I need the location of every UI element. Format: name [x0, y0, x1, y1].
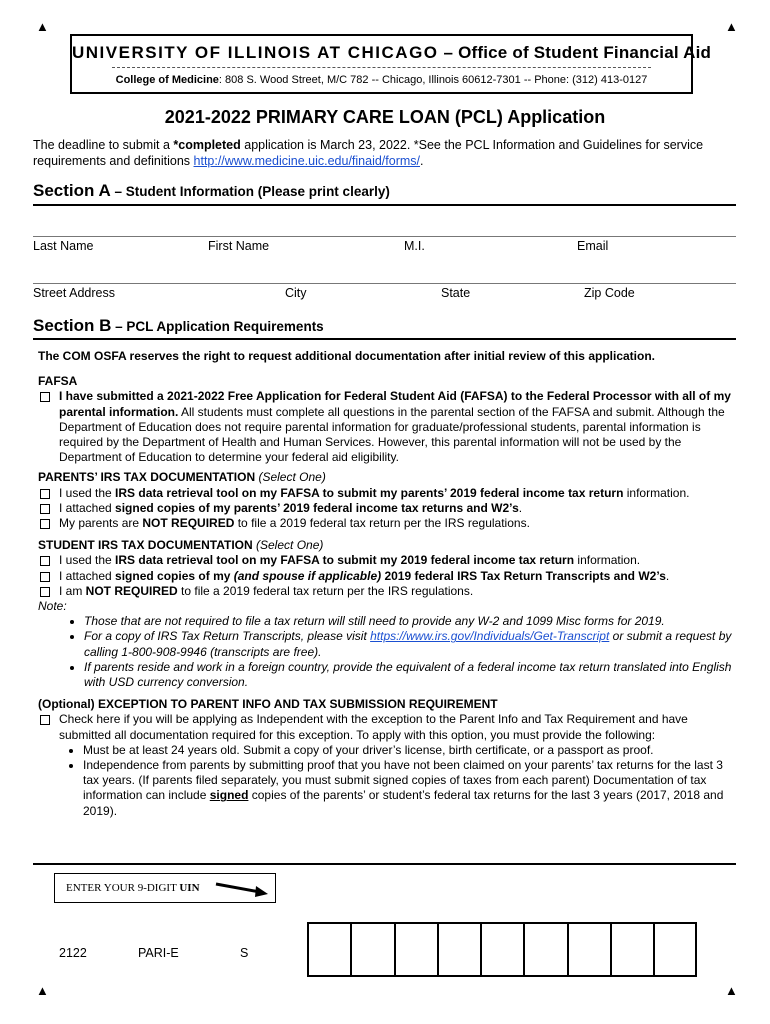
- student-option-2[interactable]: [38, 569, 738, 584]
- last-name-label: Last Name: [33, 239, 94, 253]
- student-opt2-a: I attached: [59, 568, 116, 583]
- intro-text-3: .: [420, 154, 424, 168]
- student-opt1-c: information.: [574, 553, 641, 568]
- section-b-letter: Section B: [33, 316, 112, 335]
- intro-text-1: The deadline to submit a: [33, 138, 174, 152]
- exception-text: Check here if you will be applying as Independent with the exception to the Parent Info and Tax Requirement and have submitted all documentation required for this exception. To apply with this option, you must provide the following:: [59, 712, 688, 742]
- parents-select-one: (Select One): [255, 470, 326, 485]
- row1-top-rule: [33, 236, 736, 237]
- student-opt2-b2: 2019 federal IRS Tax Return Transcripts and W2’s: [381, 568, 666, 583]
- fafsa-details: All students must complete all questions in the parental section of the FAFSA and submit. Although the Department of Education does not require parental information for graduate/professional students, parental information is required by the Department of Health and Human Services. However, this parental information will not be used by the Department of Education to determine your federal aid eligibility.: [59, 404, 725, 465]
- fafsa-checkbox[interactable]: [40, 392, 50, 402]
- row2-top-rule: [33, 283, 736, 284]
- letterhead-address: [72, 74, 691, 86]
- street-address-label: Street Address: [33, 286, 115, 300]
- forms-link[interactable]: http://www.medicine.uic.edu/finaid/forms/: [193, 154, 421, 168]
- letterhead-title: [72, 43, 712, 63]
- parents-option-1[interactable]: [38, 486, 738, 501]
- note-item-2-a: For a copy of IRS Tax Return Transcripts, please visit: [84, 629, 371, 644]
- student-opt2-c: .: [665, 568, 670, 583]
- parents-tax-heading: [38, 470, 738, 485]
- corner-mark-bottom-right: ▲: [725, 983, 738, 998]
- intro-text-2: application is March 23, 2022. *See the PCL Information and Guidelines for service requirements and definitions: [33, 138, 704, 168]
- exception-bullet-2-a: Independence from parents by submitting proof that you have not been claimed on your parents’ tax returns for the last 3 tax years. (If parents filed separately, you must submit signed copies of taxes from each parent) Documentation of tax information can include: [83, 758, 723, 803]
- fafsa-heading: FAFSA: [38, 374, 78, 389]
- uin-label-text: ENTER YOUR 9-DIGIT: [66, 882, 180, 894]
- parents-option-2-checkbox[interactable]: [40, 504, 50, 514]
- intro-completed: *completed: [173, 138, 241, 152]
- parents-option-3[interactable]: [38, 516, 738, 531]
- student-option-1-checkbox[interactable]: [40, 556, 50, 566]
- parents-opt1-c: information.: [623, 485, 690, 500]
- fafsa-text: [59, 389, 738, 465]
- student-opt2-b: signed copies of my: [115, 568, 234, 583]
- student-opt3-a: I am: [59, 583, 86, 598]
- parents-opt3-b: NOT REQUIRED: [142, 516, 235, 531]
- note-item-1: • Those that are not required to file a tax return will still need to provide any W-2 and 1099 Misc forms for 2019.: [84, 614, 738, 629]
- exception-checkbox[interactable]: [40, 715, 50, 725]
- exception-heading: (Optional) EXCEPTION TO PARENT INFO AND TAX SUBMISSION REQUIREMENT: [38, 697, 498, 712]
- parents-opt2-b: signed copies of my parents’ 2019 federal income tax returns and W2’s: [115, 500, 519, 515]
- exception-checkbox-row[interactable]: [38, 712, 738, 742]
- first-name-label: First Name: [208, 239, 270, 253]
- parents-option-3-checkbox[interactable]: [40, 519, 50, 529]
- note-item-2: [84, 629, 738, 659]
- student-option-3[interactable]: [38, 584, 738, 599]
- reserve-statement: The COM OSFA reserves the right to request additional documentation after initial review of this application.: [38, 349, 655, 363]
- middle-initial-label: M.I.: [404, 239, 425, 253]
- student-opt3-c: to file a 2019 federal tax return per the IRS regulations.: [177, 583, 474, 598]
- letterhead-box: [70, 34, 712, 94]
- letterhead-dash: –: [438, 43, 459, 62]
- note-list: [38, 614, 738, 690]
- uin-label-bold: UIN: [179, 882, 200, 894]
- letterhead-dashed-rule: [112, 67, 651, 68]
- section-b-heading: [33, 316, 324, 336]
- exception-bullet-2-b: copies of the parents’ or student’s federal tax returns for the last 3 years (2017, 2018 and 2019).: [83, 788, 724, 818]
- uin-digit-cell[interactable]: [653, 922, 696, 977]
- fafsa-checkbox-row[interactable]: [38, 389, 738, 465]
- student-tax-title: STUDENT IRS TAX DOCUMENTATION: [38, 538, 253, 553]
- student-option-3-checkbox[interactable]: [40, 587, 50, 597]
- corner-mark-bottom-left: ▲: [36, 983, 49, 998]
- section-b-body: [38, 349, 738, 819]
- note-item-2-b: or submit a request by calling 1-800-908-9946 (transcripts are free).: [84, 629, 732, 659]
- parents-opt3-a: My parents are: [59, 516, 143, 531]
- footer-rule: [33, 863, 736, 865]
- uin-digit-cell[interactable]: [437, 922, 480, 977]
- student-opt3-b: NOT REQUIRED: [85, 583, 178, 598]
- parents-opt2-c: .: [518, 500, 523, 515]
- uin-entry-grid[interactable]: [307, 922, 697, 977]
- student-opt2-spouse: (and spouse if applicable): [233, 568, 382, 583]
- student-option-1[interactable]: [38, 553, 738, 568]
- parents-option-2[interactable]: [38, 501, 738, 516]
- parents-opt1-a: I used the: [59, 485, 116, 500]
- city-label: City: [285, 286, 307, 300]
- arrow-right-icon: [214, 880, 270, 898]
- section-a-rule: [33, 204, 736, 206]
- exception-signed: signed: [209, 788, 249, 803]
- section-b-title: – PCL Application Requirements: [111, 319, 324, 334]
- address-line: : 808 S. Wood Street, M/C 782 -- Chicago, Illinois 60612-7301 -- Phone: (312) 413-0127: [218, 74, 648, 86]
- uin-digit-cell[interactable]: [567, 922, 610, 977]
- section-b-rule: [33, 338, 736, 340]
- form-title: 2021-2022 PRIMARY CARE LOAN (PCL) Application: [164, 107, 606, 127]
- section-a-letter: Section A: [33, 181, 111, 200]
- parents-tax-title: PARENTS’ IRS TAX DOCUMENTATION: [38, 470, 256, 485]
- uin-label-box: [54, 873, 276, 903]
- parents-opt1-b: IRS data retrieval tool on my FAFSA to submit my parents’ 2019 federal income tax return: [115, 485, 624, 500]
- student-opt1-a: I used the: [59, 553, 116, 568]
- uin-digit-cell[interactable]: [610, 922, 653, 977]
- exception-requirements: [38, 743, 738, 819]
- irs-transcript-link[interactable]: https://www.irs.gov/Individuals/Get-Transcript: [370, 629, 610, 644]
- uin-label: [66, 882, 200, 894]
- email-label: Email: [577, 239, 609, 253]
- state-label: State: [441, 286, 471, 300]
- uin-digit-cell[interactable]: [307, 922, 350, 977]
- uin-digit-cell[interactable]: [394, 922, 437, 977]
- uin-digit-cell[interactable]: [350, 922, 393, 977]
- parents-opt2-a: I attached: [59, 500, 116, 515]
- student-select-one: (Select One): [252, 538, 324, 553]
- intro-paragraph: [33, 137, 733, 169]
- student-tax-heading: [38, 538, 738, 553]
- section-a-title: – Student Information (Please print clearly): [110, 184, 390, 199]
- corner-mark-top-left: ▲: [36, 19, 49, 34]
- office-name: Office of Student Financial Aid: [458, 43, 712, 62]
- student-opt1-b: IRS data retrieval tool on my FAFSA to submit my 2019 federal income tax return: [115, 553, 575, 568]
- fafsa-statement: I have submitted a 2021-2022 Free Application for Federal Student Aid (FAFSA) to the Federal Processor with all of my parental information.: [59, 389, 731, 419]
- footer-form-code: PARI-E: [138, 946, 179, 960]
- uin-digit-cell[interactable]: [523, 922, 566, 977]
- note-item-3: • If parents reside and work in a foreign country, provide the equivalent of a federal income tax return translated into English with USD currency conversion.: [84, 660, 738, 690]
- parents-option-1-checkbox[interactable]: [40, 489, 50, 499]
- section-a-heading: [33, 181, 390, 201]
- exception-bullet-1: • Must be at least 24 years old. Submit a copy of your driver’s license, birth certificate, or a passport as proof.: [83, 743, 738, 758]
- student-option-2-checkbox[interactable]: [40, 572, 50, 582]
- uin-digit-cell[interactable]: [480, 922, 523, 977]
- footer-letter-code: S: [240, 946, 249, 960]
- note-label: Note:: [38, 599, 67, 614]
- parents-opt3-c: to file a 2019 federal tax return per the IRS regulations.: [234, 516, 530, 531]
- footer-year-code: 2122: [59, 946, 87, 960]
- corner-mark-top-right: ▲: [725, 19, 738, 34]
- university-name: UNIVERSITY OF ILLINOIS AT CHICAGO: [72, 43, 439, 62]
- zip-code-label: Zip Code: [584, 286, 635, 300]
- exception-bullet-2: [83, 758, 738, 819]
- college-name: College of Medicine: [115, 74, 219, 86]
